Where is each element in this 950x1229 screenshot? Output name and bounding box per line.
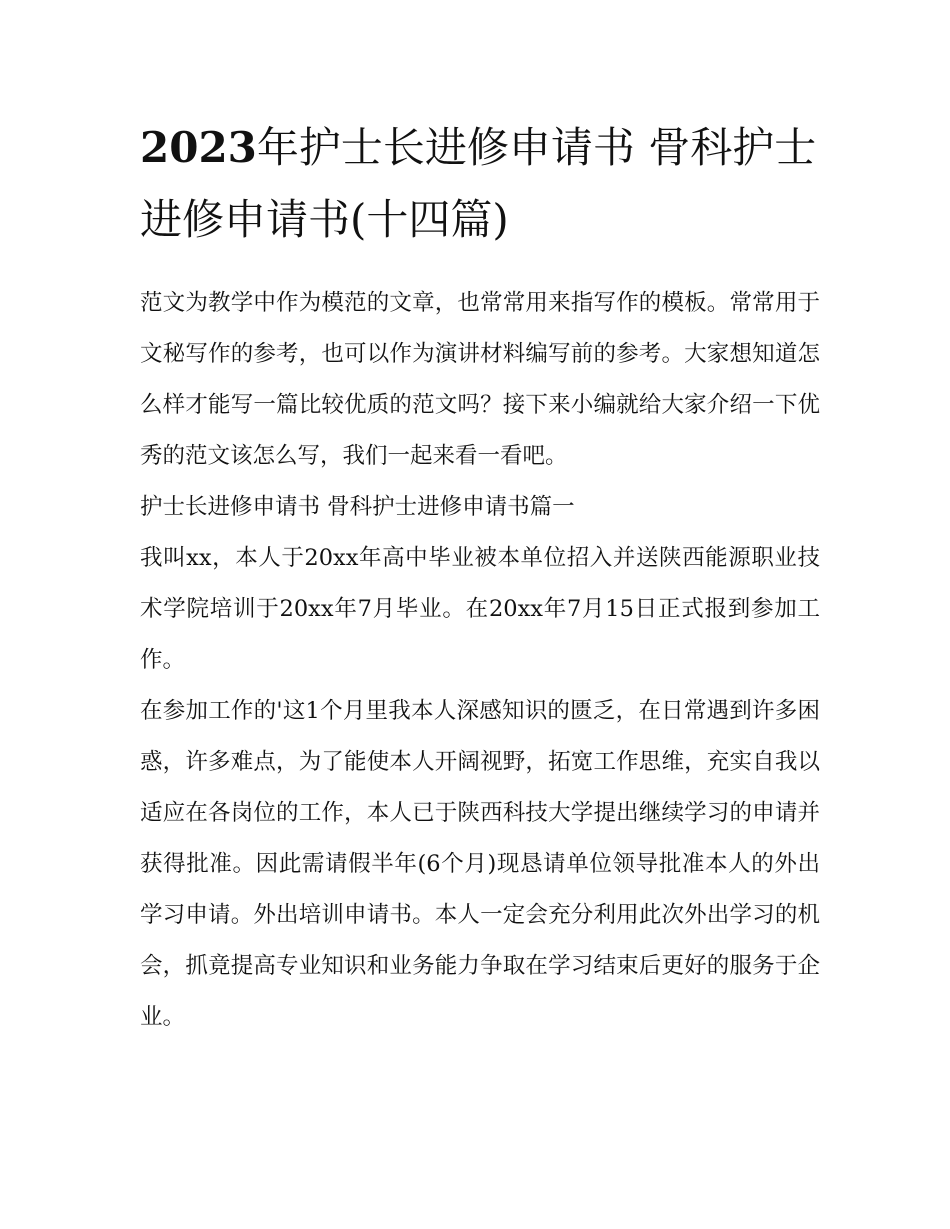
- intro-paragraph: 范文为教学中作为模范的文章，也常常用来指写作的模板。常常用于文秘写作的参考，也可以作为演讲材料编写前的参考。大家想知道怎么样才能写一篇比较优质的范文吗？接下来小编就给大家介绍一下优秀的范文该怎么写，我们一起来看一看吧。: [140, 290, 820, 469]
- body-paragraph: 在参加工作的'这1个月里我本人深感知识的匮乏，在日常遇到许多困惑，许多难点，为了能使本人开阔视野，拓宽工作思维，充实自我以适应在各岗位的工作，本人已于陕西科技大学提出继续学习的申请并获得批准。因此需请假半年(6个月)现恳请单位领导批准本人的外出学习申请。外出培训申请书。本人一定会充分利用此次外出学习的机会，抓竟提高专业知识和业务能力争取在学习结束后更好的服务于企业。: [140, 698, 820, 1030]
- document-title: [140, 112, 830, 256]
- title-year: 2023: [140, 123, 257, 172]
- title-text: 年护士长进修申请书 骨科护士进修申请书(十四篇): [140, 123, 817, 244]
- section-heading: 护士长进修申请书 骨科护士进修申请书篇一: [140, 494, 575, 520]
- document-body: [140, 278, 820, 1043]
- body-paragraph: 我叫xx，本人于20xx年高中毕业被本单位招入并送陕西能源职业技术学院培训于20xx年7月毕业。在20xx年7月15日正式报到参加工作。: [140, 545, 820, 673]
